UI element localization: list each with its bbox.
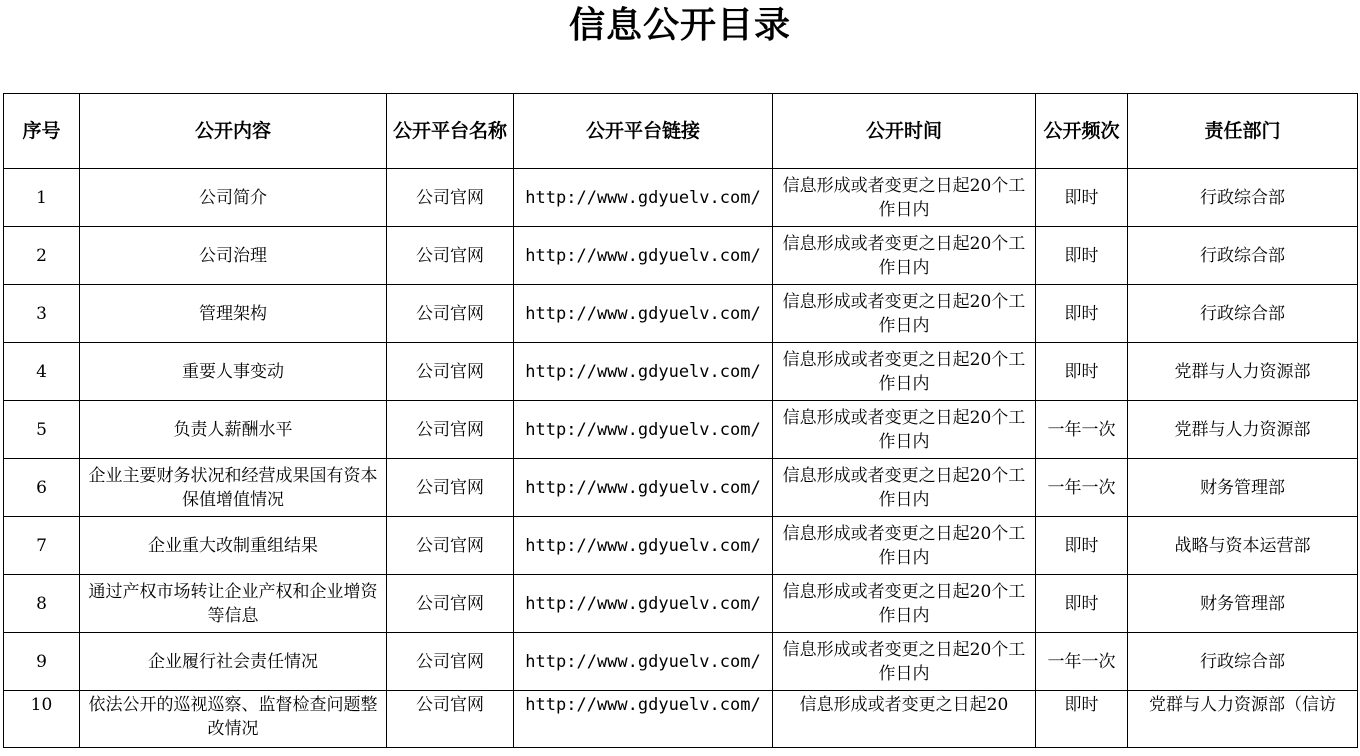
cell-frequency: 即时 — [1036, 517, 1128, 575]
cell-department: 党群与人力资源部 — [1128, 343, 1358, 401]
cell-time: 信息形成或者变更之日起20个工作日内 — [773, 517, 1036, 575]
cell-time: 信息形成或者变更之日起20个工作日内 — [773, 285, 1036, 343]
cell-platform-link[interactable]: http://www.gdyuelv.com/ — [514, 459, 773, 517]
cell-platform-link[interactable]: http://www.gdyuelv.com/ — [514, 227, 773, 285]
cell-department: 战略与资本运营部 — [1128, 517, 1358, 575]
page-title: 信息公开目录 — [568, 5, 791, 46]
table-row — [4, 285, 1358, 343]
cell-index: 6 — [4, 459, 80, 517]
cell-content: 公司简介 — [80, 169, 387, 227]
cell-content: 重要人事变动 — [80, 343, 387, 401]
cell-platform-link[interactable]: http://www.gdyuelv.com/ — [514, 285, 773, 343]
cell-index: 10 — [4, 691, 80, 748]
cell-platform-link[interactable]: http://www.gdyuelv.com/ — [514, 691, 773, 748]
cell-time: 信息形成或者变更之日起20个工作日内 — [773, 343, 1036, 401]
cell-department: 行政综合部 — [1128, 285, 1358, 343]
cell-content: 企业履行社会责任情况 — [80, 633, 387, 691]
cell-content: 通过产权市场转让企业产权和企业增资等信息 — [80, 575, 387, 633]
cell-frequency: 一年一次 — [1036, 459, 1128, 517]
table-row — [4, 517, 1358, 575]
cell-department: 党群与人力资源部（信访 — [1128, 691, 1358, 748]
cell-index: 7 — [4, 517, 80, 575]
cell-platform-name: 公司官网 — [387, 343, 514, 401]
header-platform-name: 公开平台名称 — [387, 94, 514, 169]
table-row — [4, 401, 1358, 459]
header-time: 公开时间 — [773, 94, 1036, 169]
table-row — [4, 169, 1358, 227]
cell-frequency: 即时 — [1036, 343, 1128, 401]
header-index: 序号 — [4, 94, 80, 169]
cell-platform-name: 公司官网 — [387, 459, 514, 517]
cell-time: 信息形成或者变更之日起20个工作日内 — [773, 169, 1036, 227]
header-content: 公开内容 — [80, 94, 387, 169]
cell-index: 1 — [4, 169, 80, 227]
cell-platform-name: 公司官网 — [387, 227, 514, 285]
cell-platform-link[interactable]: http://www.gdyuelv.com/ — [514, 517, 773, 575]
cell-time: 信息形成或者变更之日起20个工作日内 — [773, 633, 1036, 691]
cell-frequency: 一年一次 — [1036, 633, 1128, 691]
cell-index: 8 — [4, 575, 80, 633]
cell-frequency: 即时 — [1036, 169, 1128, 227]
cell-frequency: 即时 — [1036, 691, 1128, 748]
cell-frequency: 即时 — [1036, 227, 1128, 285]
cell-department: 行政综合部 — [1128, 633, 1358, 691]
table-row — [4, 459, 1358, 517]
cell-frequency: 一年一次 — [1036, 401, 1128, 459]
cell-time: 信息形成或者变更之日起20个工作日内 — [773, 459, 1036, 517]
cell-time: 信息形成或者变更之日起20 — [773, 691, 1036, 748]
header-platform-link: 公开平台链接 — [514, 94, 773, 169]
header-department: 责任部门 — [1128, 94, 1358, 169]
cell-index: 9 — [4, 633, 80, 691]
table-row — [4, 227, 1358, 285]
cell-department: 财务管理部 — [1128, 575, 1358, 633]
cell-index: 5 — [4, 401, 80, 459]
cell-content: 管理架构 — [80, 285, 387, 343]
cell-platform-name: 公司官网 — [387, 169, 514, 227]
cell-content: 企业主要财务状况和经营成果国有资本保值增值情况 — [80, 459, 387, 517]
cell-frequency: 即时 — [1036, 575, 1128, 633]
cell-index: 4 — [4, 343, 80, 401]
cell-content: 企业重大改制重组结果 — [80, 517, 387, 575]
table-row — [4, 575, 1358, 633]
cell-time: 信息形成或者变更之日起20个工作日内 — [773, 575, 1036, 633]
cell-department: 财务管理部 — [1128, 459, 1358, 517]
cell-index: 2 — [4, 227, 80, 285]
cell-frequency: 即时 — [1036, 285, 1128, 343]
cell-platform-link[interactable]: http://www.gdyuelv.com/ — [514, 169, 773, 227]
cell-platform-link[interactable]: http://www.gdyuelv.com/ — [514, 401, 773, 459]
table-row — [4, 343, 1358, 401]
header-frequency: 公开频次 — [1036, 94, 1128, 169]
cell-platform-name: 公司官网 — [387, 285, 514, 343]
cell-department: 行政综合部 — [1128, 227, 1358, 285]
cell-platform-name: 公司官网 — [387, 575, 514, 633]
cell-time: 信息形成或者变更之日起20个工作日内 — [773, 227, 1036, 285]
cell-department: 行政综合部 — [1128, 169, 1358, 227]
cell-content: 依法公开的巡视巡察、监督检查问题整改情况 — [80, 691, 387, 748]
cell-content: 负责人薪酬水平 — [80, 401, 387, 459]
cell-time: 信息形成或者变更之日起20个工作日内 — [773, 401, 1036, 459]
cell-content: 公司治理 — [80, 227, 387, 285]
cell-index: 3 — [4, 285, 80, 343]
cell-platform-name: 公司官网 — [387, 517, 514, 575]
header-row — [4, 94, 1358, 169]
table-row — [4, 691, 1358, 748]
cell-platform-link[interactable]: http://www.gdyuelv.com/ — [514, 633, 773, 691]
table-row — [4, 633, 1358, 691]
cell-platform-name: 公司官网 — [387, 401, 514, 459]
cell-department: 党群与人力资源部 — [1128, 401, 1358, 459]
cell-platform-link[interactable]: http://www.gdyuelv.com/ — [514, 343, 773, 401]
cell-platform-name: 公司官网 — [387, 633, 514, 691]
disclosure-catalog-table — [3, 93, 1358, 748]
cell-platform-name: 公司官网 — [387, 691, 514, 748]
cell-platform-link[interactable]: http://www.gdyuelv.com/ — [514, 575, 773, 633]
